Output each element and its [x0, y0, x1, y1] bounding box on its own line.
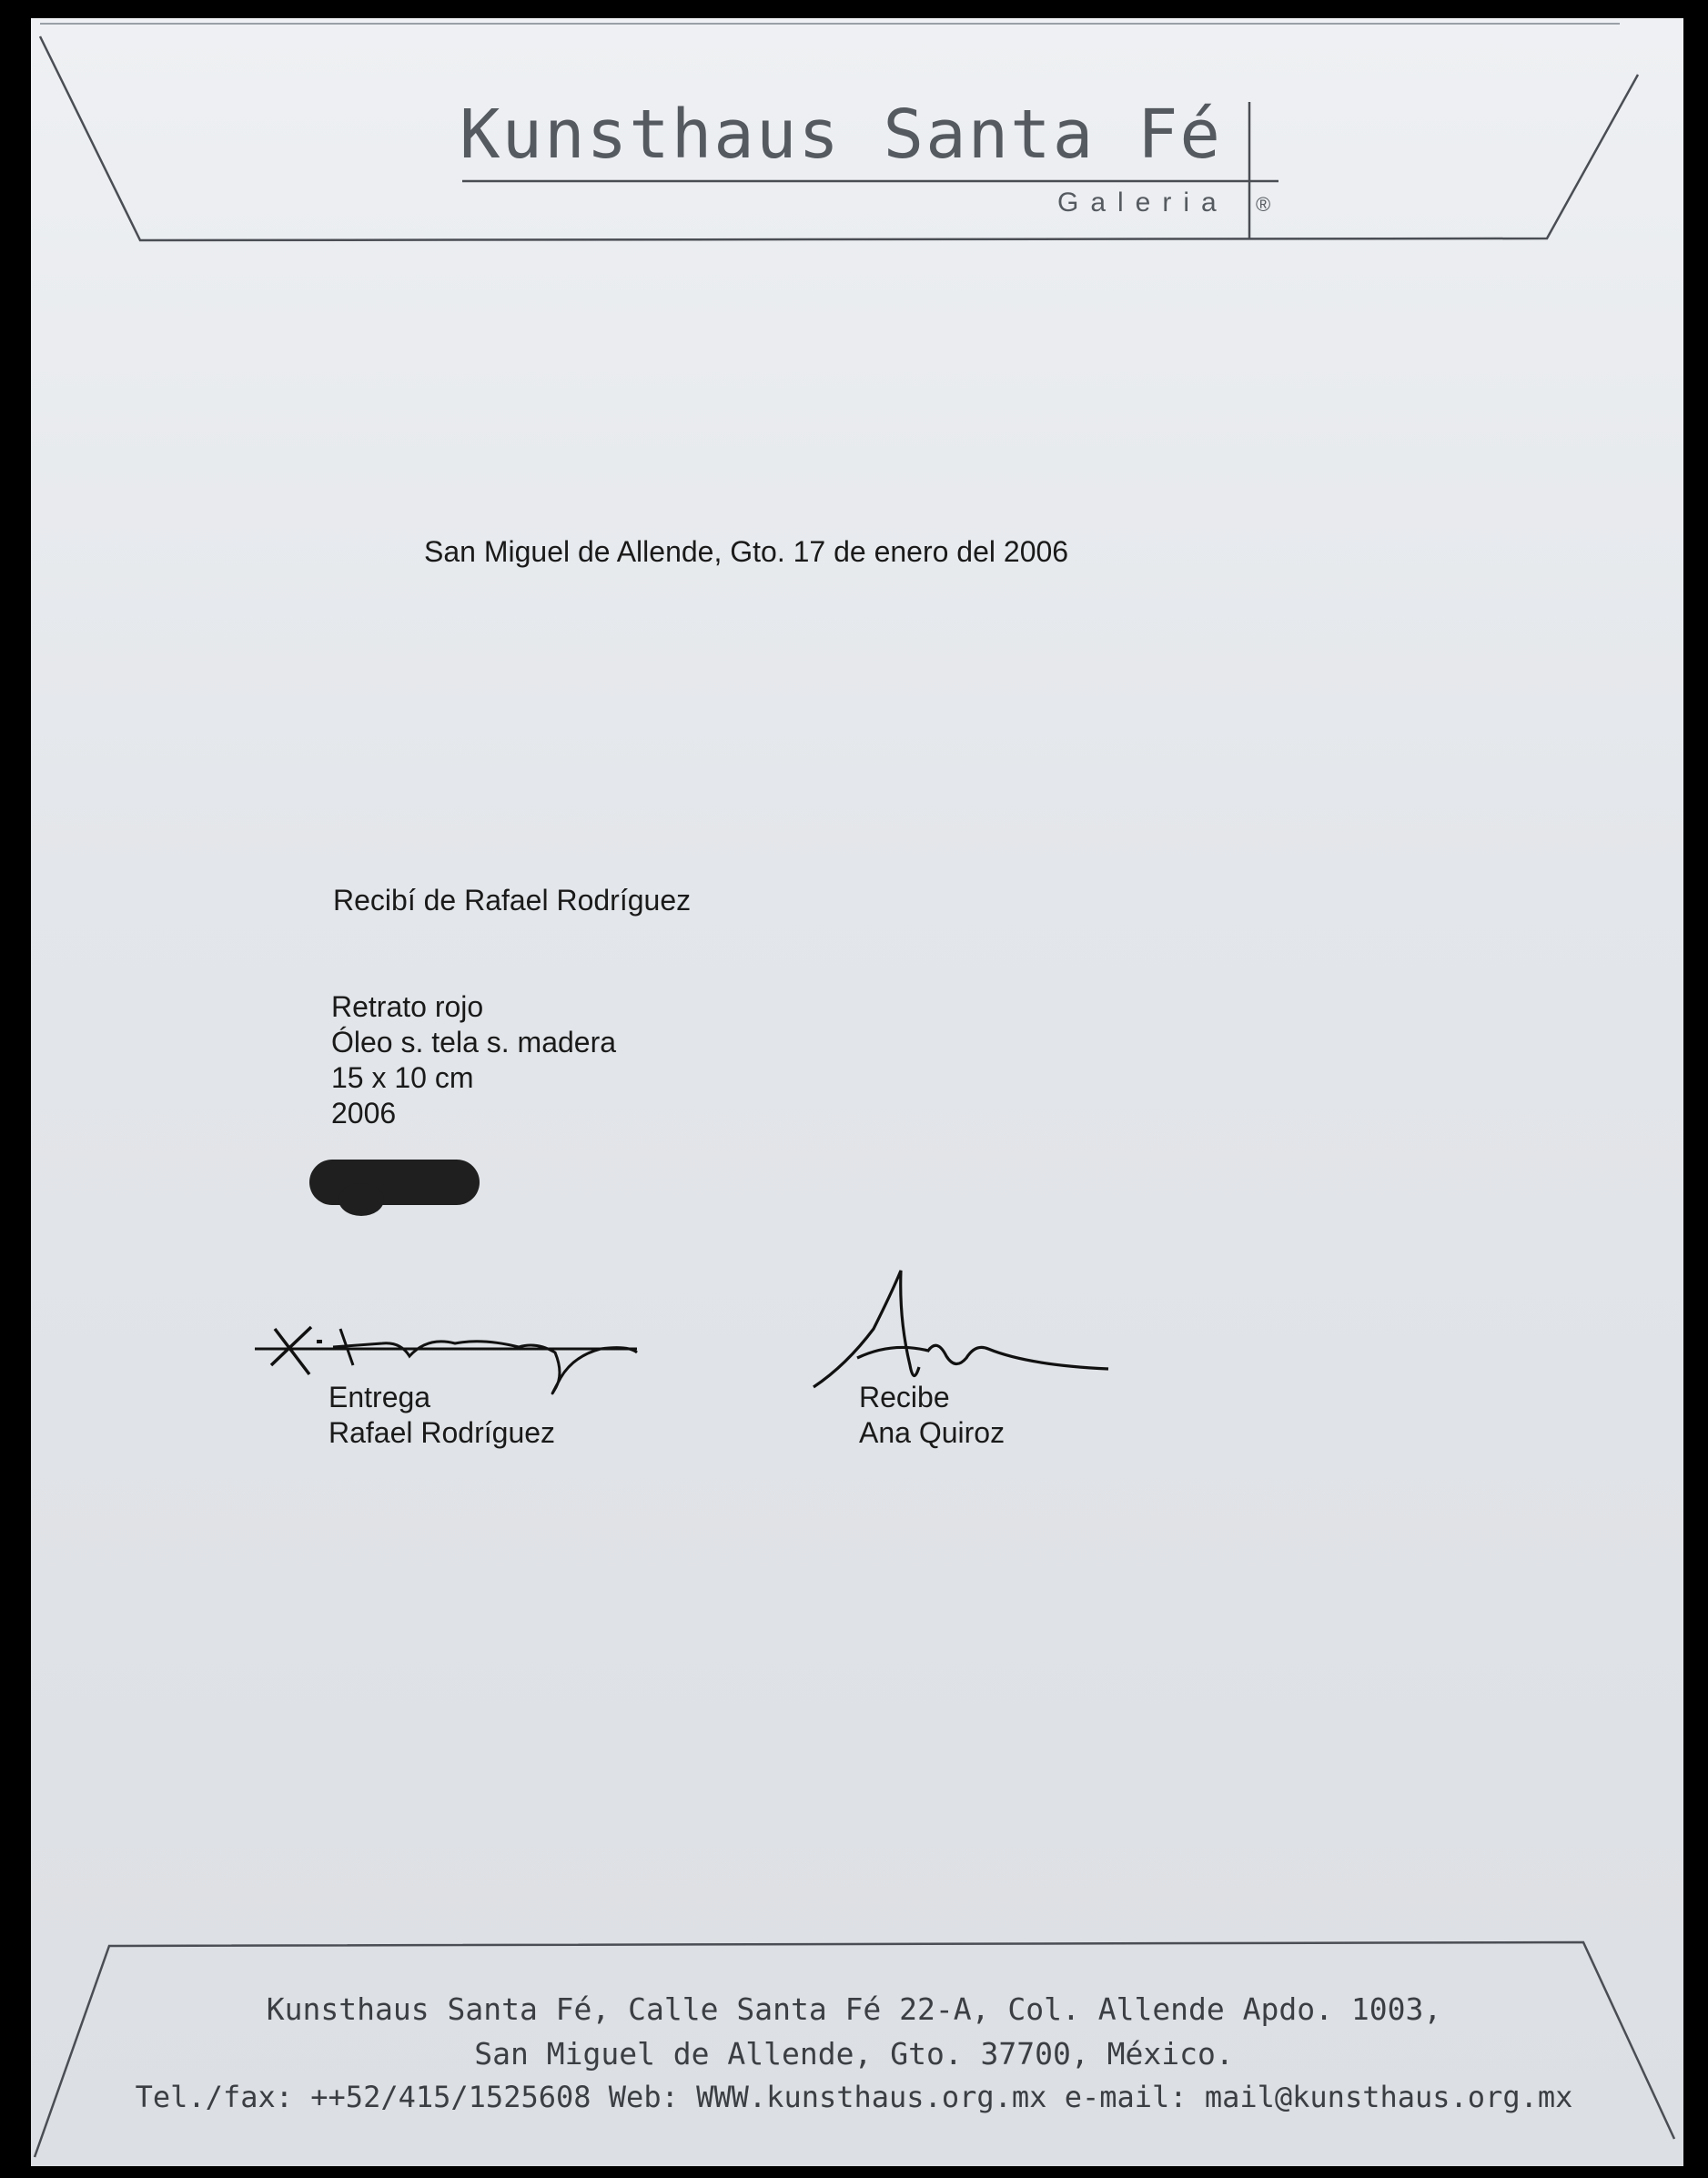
signature-entrega-name: Rafael Rodríguez [328, 1416, 556, 1449]
footer-contact-line: Tel./fax: ++52/415/1525608 Web: WWW.kunsthaus.org.mx e-mail: mail@kunsthaus.org.mx [135, 2080, 1573, 2114]
letterhead-subtitle: Galeria [1057, 187, 1228, 218]
redaction-mark-drip [339, 1183, 384, 1216]
letterhead-title: Kunsthaus Santa Fé [460, 96, 1222, 174]
artwork-dimensions: 15 x 10 cm [331, 1061, 474, 1094]
footer-city-line: San Miguel de Allende, Gto. 37700, México. [474, 2036, 1234, 2072]
place-date: San Miguel de Allende, Gto. 17 de enero del 2006 [424, 535, 1069, 568]
received-from: Recibí de Rafael Rodríguez [333, 884, 692, 917]
signature-entrega [246, 1302, 646, 1402]
registered-mark: ® [1256, 193, 1271, 216]
signature-recibe-role: Recibe [859, 1381, 950, 1413]
footer-address-line: Kunsthaus Santa Fé, Calle Santa Fé 22-A, Col. Allende Apdo. 1003, [266, 1991, 1442, 2027]
artwork-year: 2006 [331, 1097, 397, 1130]
artwork-title: Retrato rojo [331, 990, 484, 1023]
signature-entrega-role: Entrega [328, 1381, 431, 1413]
artwork-medium: Óleo s. tela s. madera [331, 1026, 617, 1059]
signature-recibe [810, 1265, 1119, 1393]
signature-recibe-name: Ana Quiroz [859, 1416, 1006, 1449]
redaction-mark [309, 1160, 480, 1205]
